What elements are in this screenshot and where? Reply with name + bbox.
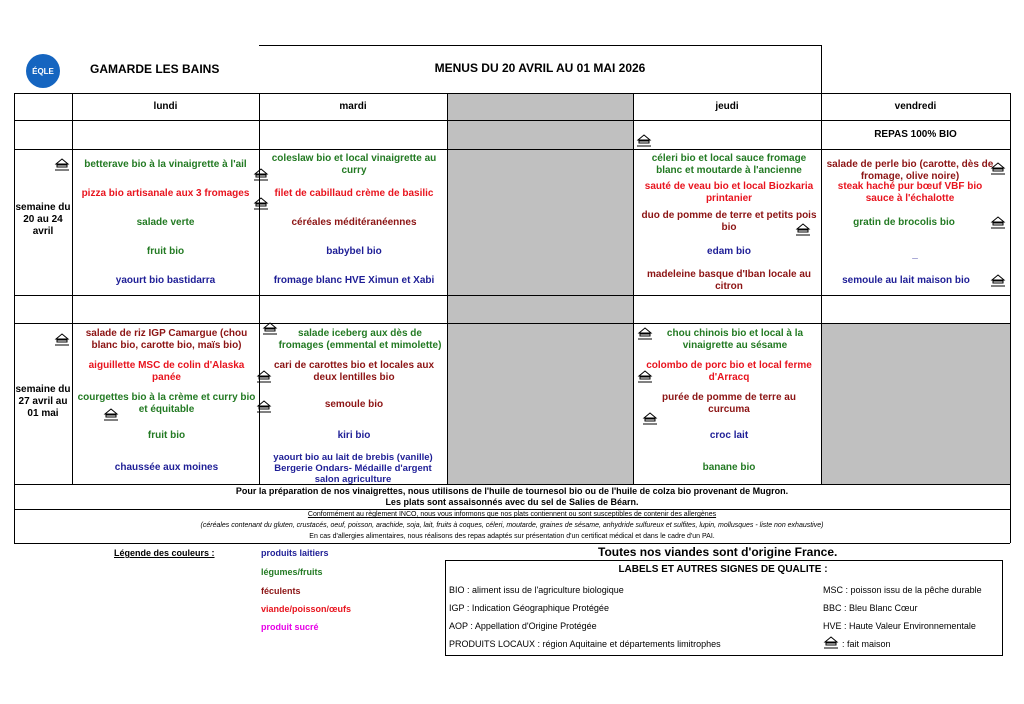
- homemade-icon: [637, 327, 653, 340]
- menu-item: filet de cabillaud crème de basilic: [274, 188, 434, 199]
- homemade-icon: [636, 134, 652, 147]
- menu-item: fruit bio: [147, 430, 186, 441]
- special-meal-badge: REPAS 100% BIO: [874, 128, 957, 140]
- homemade-icon: [103, 408, 119, 421]
- homemade-icon: [990, 216, 1006, 229]
- menu-item: pizza bio artisanale aux 3 fromages: [81, 188, 250, 199]
- menu-item: courgettes bio à la crème et curry bio et équitable: [77, 392, 256, 415]
- menu-item: fromage blanc HVE Ximun et Xabi: [273, 275, 435, 286]
- menu-item: coleslaw bio et local vinaigrette au curry: [271, 153, 437, 176]
- menu-item: fruit bio: [146, 246, 185, 257]
- homemade-icon: [54, 158, 70, 171]
- label-homemade: : fait maison: [842, 639, 891, 649]
- menu-item: sauté de veau bio et local Biozkaria printanier: [644, 181, 814, 204]
- menu-item: salade verte: [136, 217, 195, 228]
- menu-item: cari de carottes bio et locales aux deux lentilles bio: [273, 360, 435, 383]
- homemade-icon: [262, 322, 278, 335]
- legend-meat: viande/poisson/œufs: [261, 604, 352, 614]
- allergens-note: (céréales contenant du gluten, crustacés, oeuf, poisson, arachide, soja, lait, fruits à coques, céleri, moutarde, graines de sésame, anhydride sulfureux et sulfites, lupin, mollusques - liste non exhaustive): [200, 521, 824, 529]
- salt-note: Les plats sont assaisonnés avec du sel de Salies de Béarn.: [385, 497, 639, 507]
- day-header-mardi: mardi: [339, 100, 367, 112]
- menu-item: semoule bio: [324, 399, 384, 410]
- menu-item: banane bio: [702, 462, 756, 473]
- menu-item: chou chinois bio et local à la vinaigrette au sésame: [666, 328, 804, 351]
- homemade-icon: [990, 162, 1006, 175]
- week-label-1: semaine du 20 au 24 avril: [15, 202, 71, 237]
- menu-item: salade de perle bio (carotte, dès de fromage, olive noire): [826, 159, 994, 182]
- menu-item: croc lait: [709, 430, 749, 441]
- day-header-jeudi: jeudi: [715, 100, 739, 112]
- label-bbc: BBC : Bleu Blanc Cœur: [823, 603, 918, 613]
- legend-starch: féculents: [261, 586, 301, 596]
- school-name: GAMARDE LES BAINS: [90, 62, 220, 76]
- vinaigrette-note: Pour la préparation de nos vinaigrettes, nous utilisons de l'huile de tournesol bio ou de l'huile de colza bio provenant de Mugron.: [235, 485, 789, 496]
- menu-item: babybel bio: [326, 246, 382, 257]
- menu-item: salade iceberg aux dès de fromages (emmental et mimolette): [278, 328, 442, 351]
- legend-vegetables: légumes/fruits: [261, 567, 323, 577]
- logo: [26, 54, 60, 88]
- homemade-icon: [253, 197, 269, 210]
- page-title: MENUS DU 20 AVRIL AU 01 MAI 2026: [434, 61, 646, 75]
- menu-item: purée de pomme de terre au curcuma: [662, 392, 796, 415]
- label-igp: IGP : Indication Géographique Protégée: [449, 603, 609, 613]
- day-header-vendredi: vendredi: [894, 100, 937, 112]
- inco-note: Conformément au règlement INCO, nous vous informons que nos plats contiennent ou sont susceptibles de contenir des allergènes: [307, 511, 717, 518]
- homemade-icon: [256, 370, 272, 383]
- label-local: PRODUITS LOCAUX : région Aquitaine et départements limitrophes: [449, 639, 721, 649]
- homemade-icon: [823, 636, 839, 649]
- legend-sweet: produit sucré: [261, 622, 319, 632]
- origin-note: Toutes nos viandes sont d'origine France.: [598, 545, 838, 559]
- legend-dairy: produits laitiers: [261, 548, 329, 558]
- menu-item: _: [912, 249, 918, 260]
- menu-item: duo de pomme de terre et petits pois bio: [641, 210, 817, 233]
- menu-item: céréales méditéranéennes: [291, 217, 417, 228]
- menu-item: gratin de brocolis bio: [853, 217, 955, 228]
- menu-item: semoule au lait maison bio: [842, 275, 970, 286]
- menu-item: madeleine basque d'Iban locale au citron: [646, 269, 812, 292]
- homemade-icon: [256, 400, 272, 413]
- menu-item: céleri bio et local sauce fromage blanc et moutarde à l'ancienne: [651, 153, 807, 176]
- pai-note: En cas d'allergies alimentaires, nous réalisons des repas adaptés sur présentation d'un certificat médical et dans le cadre d'un PAI.: [309, 532, 715, 540]
- menu-item: kiri bio: [337, 430, 371, 441]
- homemade-icon: [795, 223, 811, 236]
- legend-title: Légende des couleurs :: [114, 548, 215, 558]
- menu-item: chaussée aux moines: [114, 462, 219, 473]
- label-bio: BIO : aliment issu de l'agriculture biologique: [449, 585, 624, 595]
- menu-item: aiguillette MSC de colin d'Alaska panée: [88, 360, 245, 383]
- logo-text: ÉQLE: [32, 66, 54, 76]
- menu-item: colombo de porc bio et local ferme d'Arracq: [646, 360, 812, 383]
- menu-item: steak haché pur bœuf VBF bio sauce à l'échalotte: [837, 181, 983, 204]
- menu-item: edam bio: [707, 246, 751, 257]
- week-label-2: semaine du 27 avril au 01 mai: [15, 384, 71, 419]
- label-aop: AOP : Appellation d'Origine Protégée: [449, 621, 597, 631]
- homemade-icon: [54, 333, 70, 346]
- menu-item: salade de riz IGP Camargue (chou blanc bio, carotte bio, maïs bio): [85, 328, 248, 351]
- label-hve: HVE : Haute Valeur Environnementale: [823, 621, 976, 631]
- homemade-icon: [637, 370, 653, 383]
- menu-item: yaourt bio bastidarra: [115, 275, 216, 286]
- labels-title: LABELS ET AUTRES SIGNES DE QUALITE :: [618, 564, 828, 575]
- label-msc: MSC : poisson issu de la pêche durable: [823, 585, 982, 595]
- menu-item: yaourt bio au lait de brebis (vanille) Bergerie Ondars- Médaille d'argent salon agriculture: [273, 451, 433, 485]
- homemade-icon: [642, 412, 658, 425]
- homemade-icon: [253, 168, 269, 181]
- day-header-lundi: lundi: [153, 100, 178, 112]
- homemade-icon: [990, 274, 1006, 287]
- menu-item: betterave bio à la vinaigrette à l'ail: [84, 159, 247, 170]
